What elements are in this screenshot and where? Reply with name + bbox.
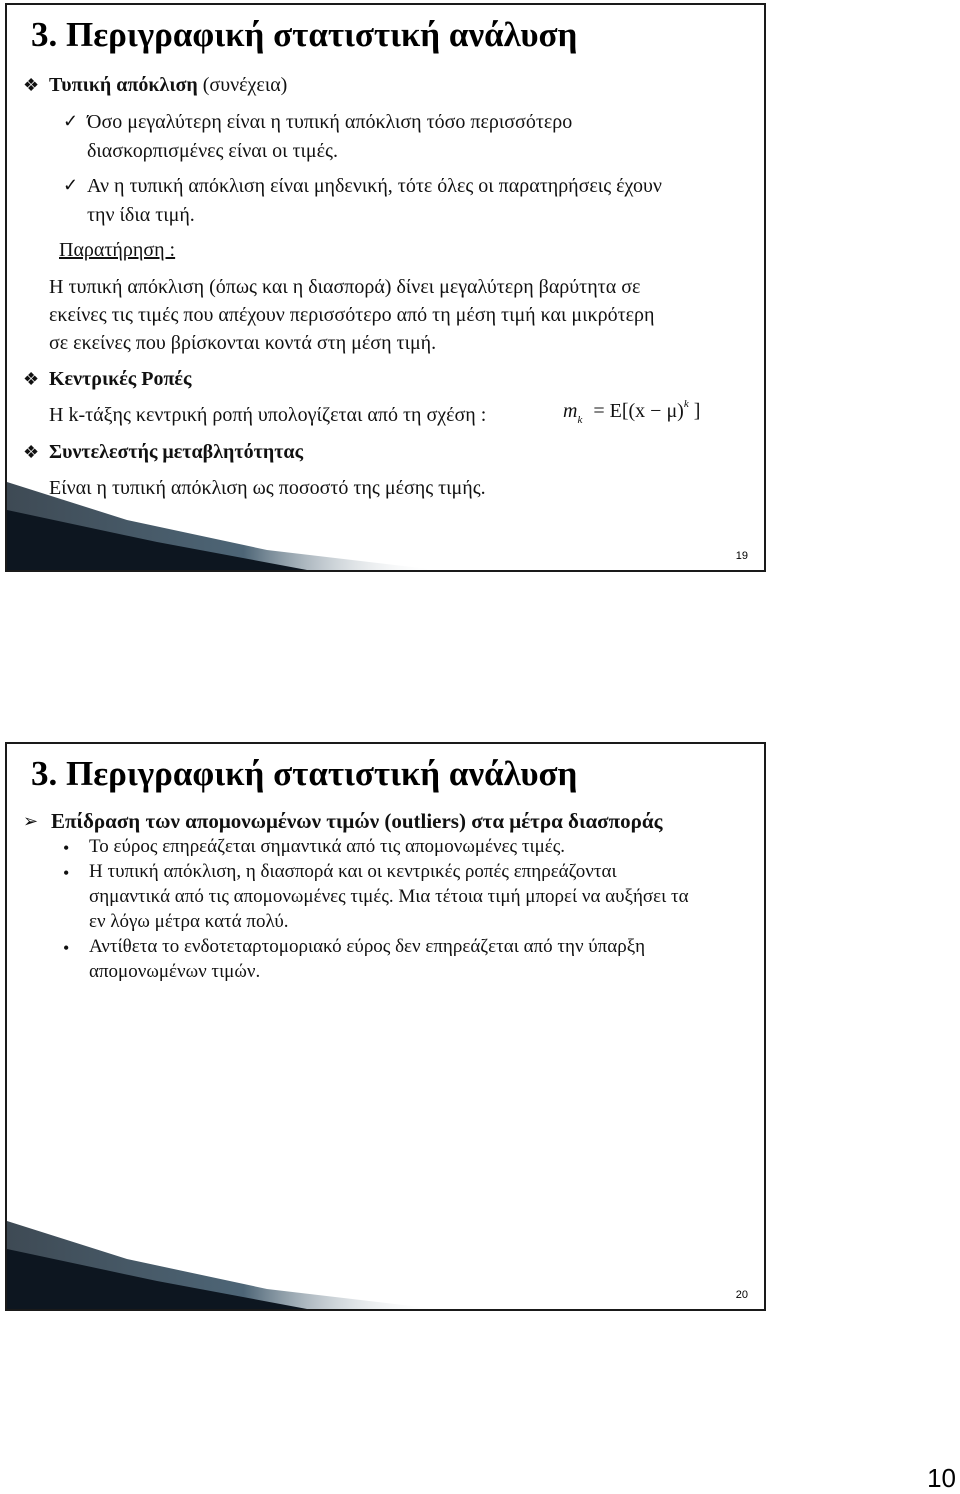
footer-swoosh-decoration (7, 1219, 764, 1309)
check-bullet-icon: ✓ (63, 111, 79, 131)
bullet-line: Η τυπική απόκλιση, η διασπορά και οι κεντρικές ροπές επηρεάζονται (89, 861, 617, 882)
formula-subscript: k (577, 414, 583, 426)
dot-bullet-icon: • (63, 838, 70, 858)
bullet-line: εν λόγω μέτρα κατά πολύ. (89, 911, 289, 932)
section-heading-suffix: (συνέχεια) (202, 74, 288, 96)
diamond-bullet-icon: ❖ (23, 75, 40, 95)
bullet-line: απομονωμένων τιμών. (89, 961, 261, 982)
slide-19 (5, 3, 766, 572)
diamond-bullet-icon: ❖ (23, 442, 40, 462)
section-heading-text: Τυπική απόκλιση (49, 74, 198, 96)
footer-swoosh-decoration (7, 480, 764, 570)
note-line: σε εκείνες που βρίσκονται κοντά στη μέση τιμή. (49, 332, 437, 354)
dot-bullet-icon: • (63, 863, 70, 883)
outliers-heading: Επίδραση των απομονωμένων τιμών (outliers) στα μέτρα διασποράς (51, 809, 663, 833)
slide-title: 3. Περιγραφική στατιστική ανάλυση (31, 15, 578, 54)
note-line: Η τυπική απόκλιση (όπως και η διασπορά) δίνει μεγαλύτερη βαρύτητα σε (49, 276, 641, 298)
diamond-bullet-icon: ❖ (23, 369, 40, 389)
page-number: 19 (735, 550, 748, 562)
bullet-line: Αντίθετα το ενδοτεταρτομοριακό εύρος δεν επηρεάζεται από την ύπαρξη (89, 936, 646, 957)
section-heading-central-moments: Κεντρικές Ροπές (49, 368, 192, 390)
formula-close: ] (693, 400, 701, 422)
bullet-line: σημαντικά από τις απομονωμένες τιμές. Μια τέτοια τιμή μπορεί να αυξήσει τα (89, 886, 689, 907)
arrow-bullet-icon: ➢ (23, 811, 39, 831)
bullet-line: Το εύρος επηρεάζεται σημαντικά από τις απομονωμένες τιμές. (89, 836, 566, 857)
central-moment-text: Η k-τάξης κεντρική ροπή υπολογίζεται από τη σχέση : (49, 404, 487, 426)
coefficient-text: Είναι η τυπική απόκλιση ως ποσοστό της μέσης τιμής. (49, 477, 486, 499)
formula-superscript: k (683, 398, 689, 410)
note-line: εκείνες τις τιμές που απέχουν περισσότερο από τη μέση τιμή και μικρότερη (49, 304, 655, 326)
bullet-line: την ίδια τιμή. (87, 204, 195, 226)
page-number: 20 (735, 1289, 748, 1301)
formula-m: m (563, 400, 578, 422)
bullet-line: διασκορπισμένες είναι οι τιμές. (87, 140, 338, 162)
sheet-page-number: 10 (927, 1463, 956, 1493)
section-heading-coefficient: Συντελεστής μεταβλητότητας (49, 441, 304, 463)
dot-bullet-icon: • (63, 938, 70, 958)
bullet-line: Αν η τυπική απόκλιση είναι μηδενική, τότε όλες οι παρατηρήσεις έχουν (87, 175, 662, 197)
section-heading-std-dev (49, 72, 287, 98)
slide-20 (5, 742, 766, 1311)
central-moment-formula (563, 398, 701, 426)
bullet-line: Όσο μεγαλύτερη είναι η τυπική απόκλιση τόσο περισσότερο (87, 111, 573, 133)
formula-expression: = E[(x − μ) (593, 400, 684, 422)
check-bullet-icon: ✓ (63, 175, 79, 195)
slide-title: 3. Περιγραφική στατιστική ανάλυση (31, 754, 578, 793)
note-label: Παρατήρηση : (59, 239, 176, 261)
